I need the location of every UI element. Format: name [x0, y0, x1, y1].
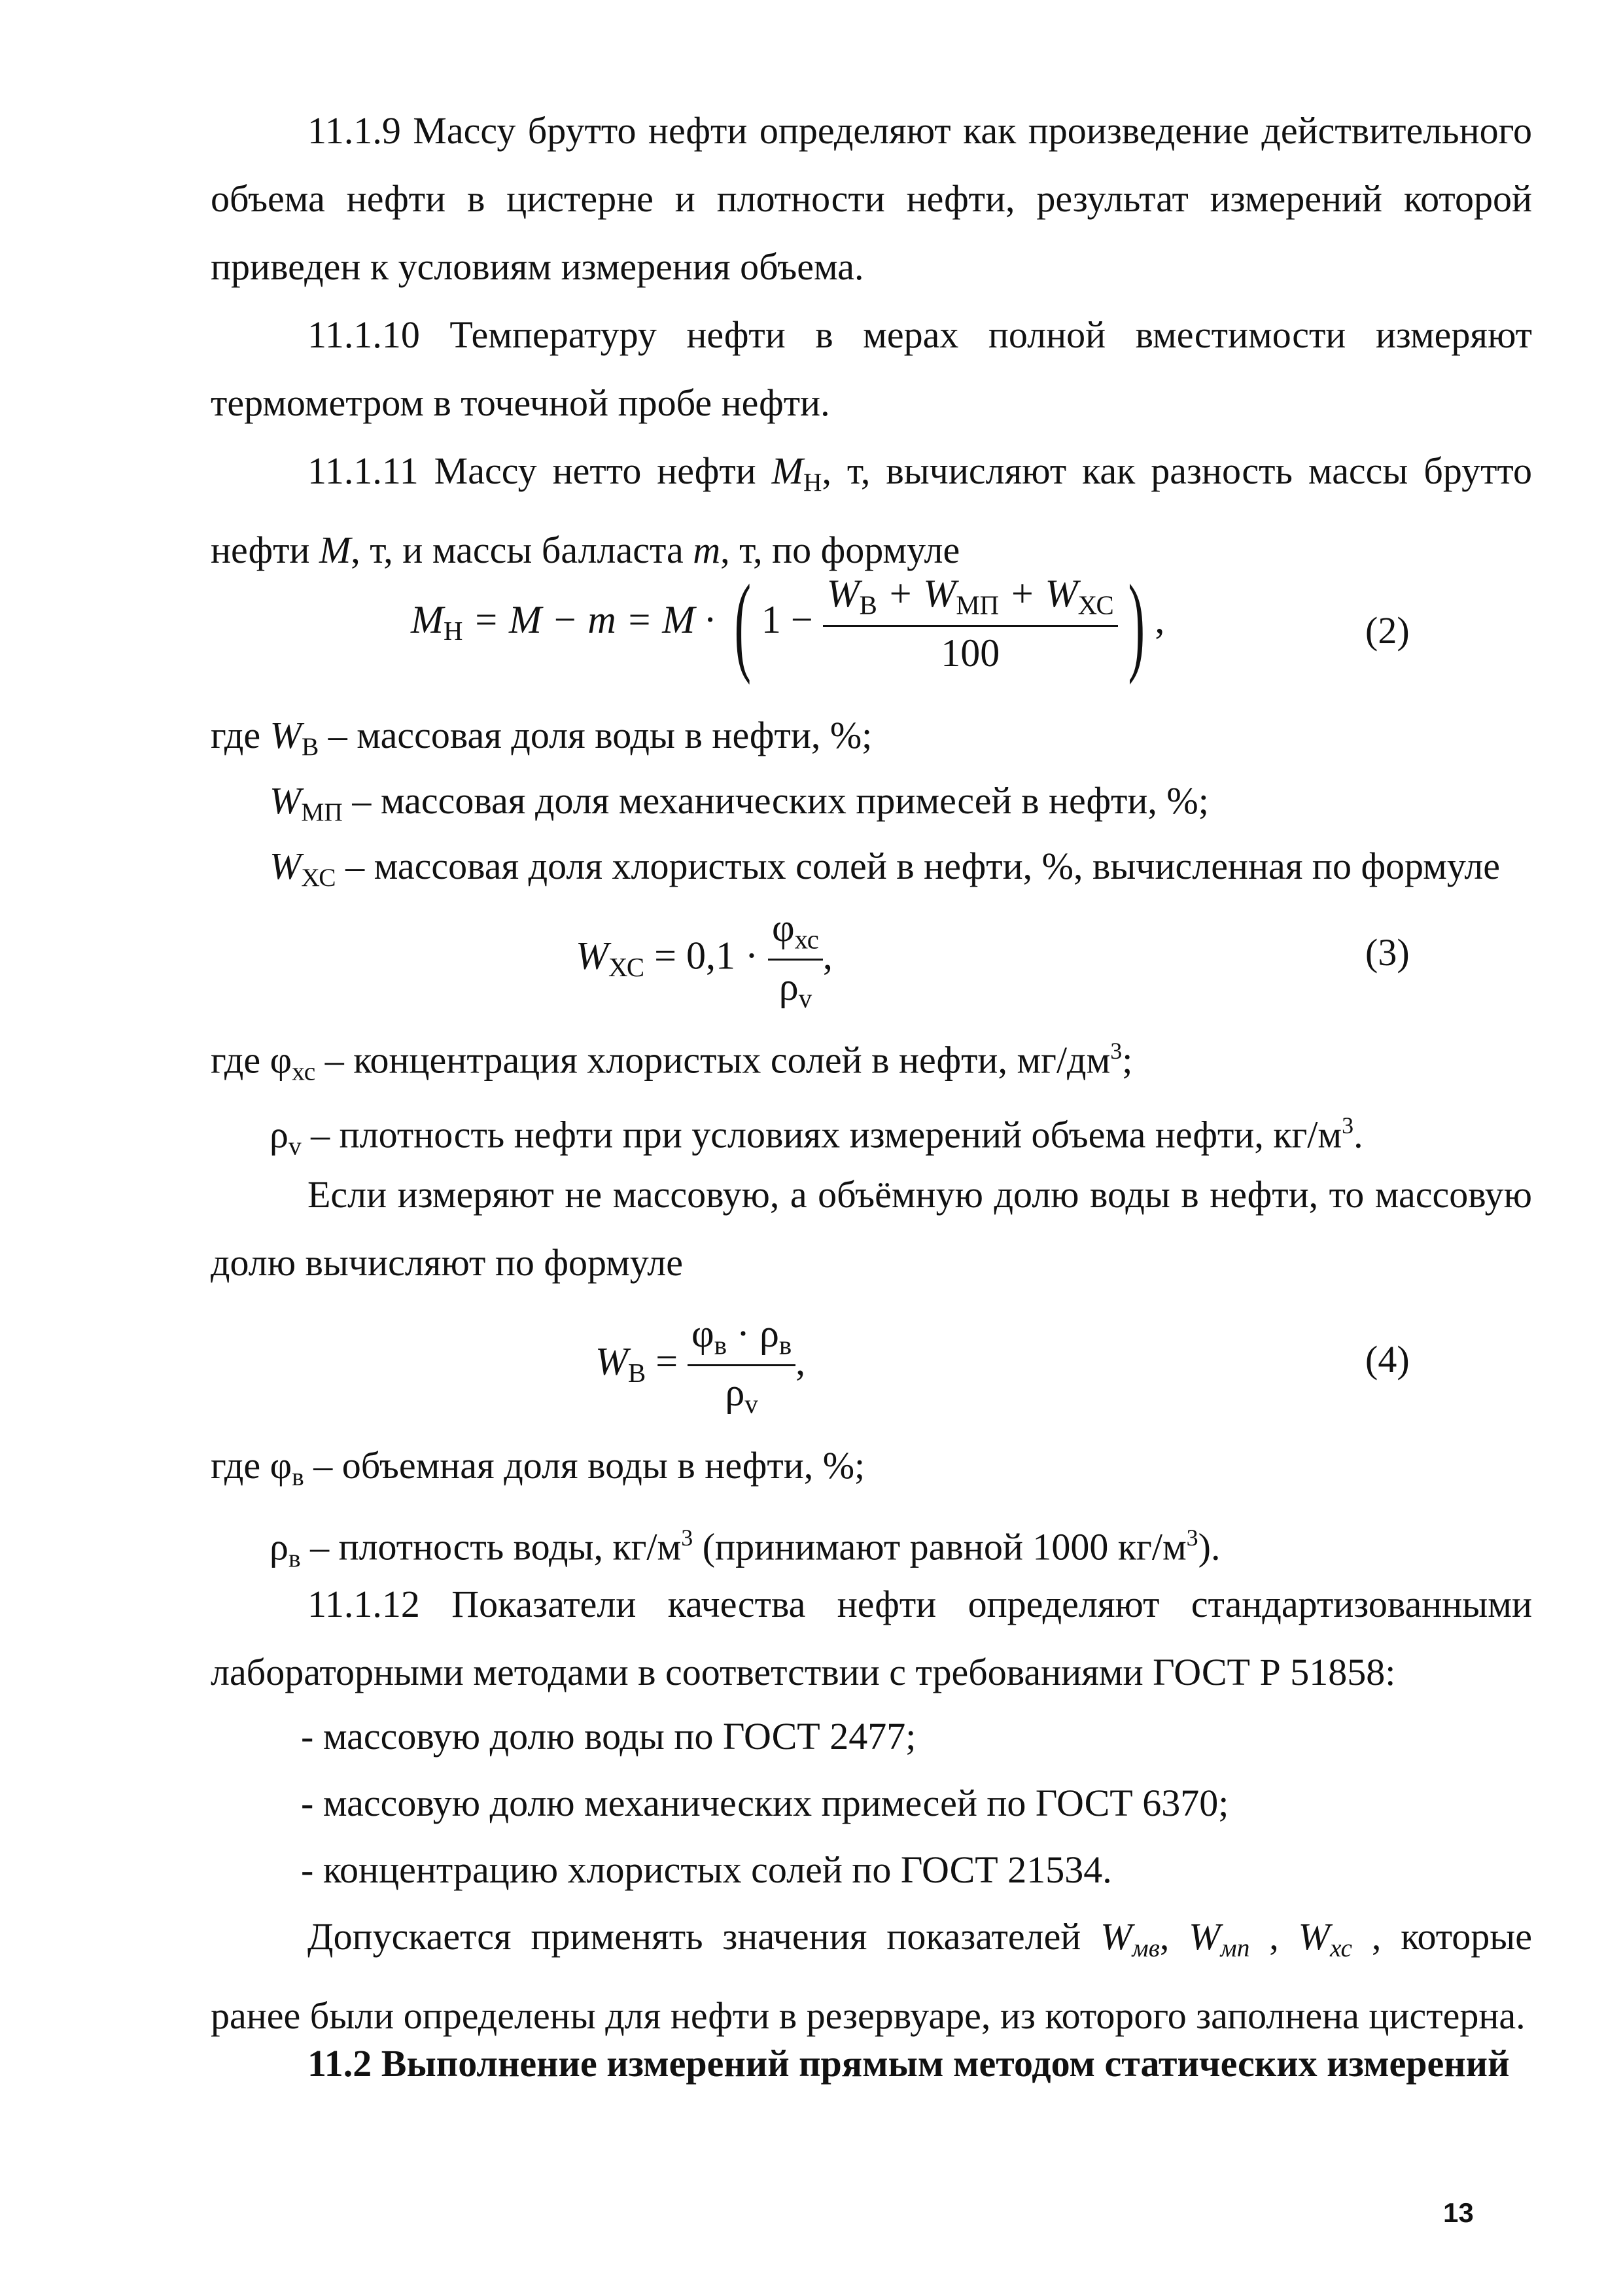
equation-number-3: (3) [1365, 931, 1410, 974]
list-item: - массовую долю механических примесей по ГОСТ 6370; [301, 1782, 1229, 1824]
equation-number-4: (4) [1365, 1338, 1410, 1381]
formula-2-fraction: $\frac{W_В + W_{МП} + W_{ХС}}{100}$ [823, 571, 1118, 675]
where-rho-v: $\rho_v$ – плотность нефти при условиях измерений объема нефти, $кг/м^3$. [270, 1112, 1363, 1161]
section-heading-11-2: 11.2 Выполнение измерений прямым методом статических измерений [307, 2042, 1510, 2085]
paragraph-11-1-11: 11.1.11 Массу нетто нефти $M_Н$, т, вычисляют как разность массы брутто нефти M, т, и массы балласта m, т, по формуле [211, 450, 1532, 572]
formula-4: $W_В$ = $\frac{\varphi_в \cdot \rho_в}{\rho_v}$ , [595, 1312, 806, 1419]
paragraph-11-1-12: 11.1.12 Показатели качества нефти определяют стандартизованными лабораторными методами в соответствии с требованиями ГОСТ Р 51858: [211, 1583, 1532, 1693]
formula-4-fraction: $\frac{\varphi_в \cdot \rho_в}{\rho_v}$ [688, 1311, 795, 1420]
formula-2: $M_Н = M - m = M$ · ( 1 − $\frac{W_В + W_{МП} + W_{ХС}}{100}$ ) , [411, 562, 1165, 685]
where-w-xc: $W_{ХС}$ – массовая доля хлористых солей в нефти, %, вычисленная по формуле [270, 845, 1501, 892]
where-phi-xc: где $\varphi_{хс}$ – концентрация хлористых солей в нефти, $мг/дм^3$; [211, 1038, 1133, 1086]
page-number: 13 [1443, 2197, 1474, 2228]
formula-3: $W_{ХС} = 0,1$ · $\frac{\varphi_{хс}}{\rho_v}$ , [576, 906, 833, 1014]
where-w-b: где $W_В$ – массовая доля воды в нефти, %; [211, 714, 873, 762]
formula-3-fraction: $\frac{\varphi_{хс}}{\rho_v}$ [768, 906, 823, 1014]
list-item: - массовую долю воды по ГОСТ 2477; [301, 1715, 916, 1757]
list-item: - концентрацию хлористых солей по ГОСТ 21534. [301, 1848, 1112, 1891]
where-rho-water: $\rho_в$ – плотность воды, $кг/м^3$ (принимают равной 1000 $кг/м^3$). [270, 1525, 1221, 1573]
paragraph-11-1-10: 11.1.10 Температуру нефти в мерах полной вместимости измеряют термометром в точечной пробе нефти. [211, 313, 1532, 424]
where-w-mp: $W_{МП}$ – массовая доля механических примесей в нефти, %; [270, 779, 1209, 827]
paragraph-allowed-values: Допускается применять значения показателей $W_{мв}$, $W_{мп}$ , $W_{хс}$ , которые ранее были определены для нефти в резервуаре, из которого заполнена цистерна. [211, 1915, 1533, 2038]
paragraph-volume-fraction: Если измеряют не массовую, а объёмную долю воды в нефти, то массовую долю вычисляют по формуле [211, 1173, 1532, 1284]
where-phi-v: где $\varphi_в$ – объемная доля воды в нефти, %; [211, 1444, 865, 1492]
equation-number-2: (2) [1365, 609, 1410, 652]
paragraph-11-1-9: 11.1.9 Массу брутто нефти определяют как произведение действительного объема нефти в цистерне и плотности нефти, результат измерений которой приведен к условиям измерения объема. [211, 109, 1532, 288]
